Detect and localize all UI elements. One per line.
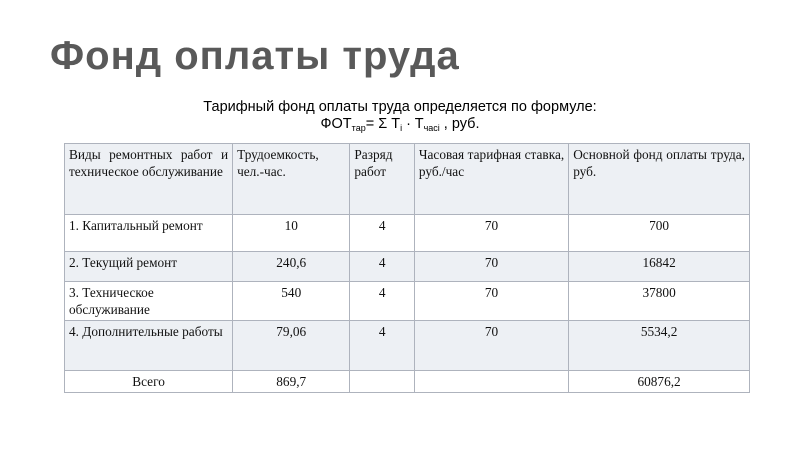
table-row	[65, 215, 750, 252]
cell-hourly-rate: 70	[414, 282, 568, 321]
cell-base-fund: 700	[569, 215, 750, 252]
cell-labor-intensity: 540	[233, 282, 350, 321]
formula-intro: Тарифный фонд оплаты труда определяется по формуле:	[203, 99, 597, 115]
cell-total-grade	[350, 371, 414, 393]
cell-grade: 4	[350, 252, 414, 282]
header-grade: Разряд работ	[350, 144, 414, 215]
table-row	[65, 282, 750, 321]
formula: $ФОТ_{тар}= \Sigma$ $T_i \cdot T_{часi}$ , руб.	[320, 116, 480, 133]
cell-work-type: 1. Капитальный ремонт	[65, 215, 233, 252]
page-title: Фонд оплаты труда	[50, 34, 460, 78]
cell-grade: 4	[350, 215, 414, 252]
cell-grade: 4	[350, 321, 414, 371]
payroll-table	[64, 143, 750, 393]
cell-work-type: 2. Текущий ремонт	[65, 252, 233, 282]
cell-base-fund: 5534,2	[569, 321, 750, 371]
cell-hourly-rate: 70	[414, 321, 568, 371]
cell-total-hourly-rate	[414, 371, 568, 393]
cell-labor-intensity: 10	[233, 215, 350, 252]
cell-hourly-rate: 70	[414, 252, 568, 282]
cell-labor-intensity: 79,06	[233, 321, 350, 371]
header-work-type: Виды ремонтных работ и техническое обслуживание	[65, 144, 233, 215]
cell-grade: 4	[350, 282, 414, 321]
cell-labor-intensity: 240,6	[233, 252, 350, 282]
cell-base-fund: 37800	[569, 282, 750, 321]
cell-total-label: Всего	[65, 371, 233, 393]
cell-total-labor-intensity: 869,7	[233, 371, 350, 393]
cell-total-base-fund: 60876,2	[569, 371, 750, 393]
cell-base-fund: 16842	[569, 252, 750, 282]
table-row	[65, 252, 750, 282]
cell-work-type: 4. Дополнительные работы	[65, 321, 233, 371]
cell-work-type: 3. Техническое обслуживание	[65, 282, 233, 321]
cell-hourly-rate: 70	[414, 215, 568, 252]
table-total-row	[65, 371, 750, 393]
header-labor-intensity: Трудоемкость, чел.-час.	[233, 144, 350, 215]
header-hourly-rate: Часовая тарифная ставка, руб./час	[414, 144, 568, 215]
table-row	[65, 321, 750, 371]
table-header-row	[65, 144, 750, 215]
header-base-fund: Основной фонд оплаты труда, руб.	[569, 144, 750, 215]
